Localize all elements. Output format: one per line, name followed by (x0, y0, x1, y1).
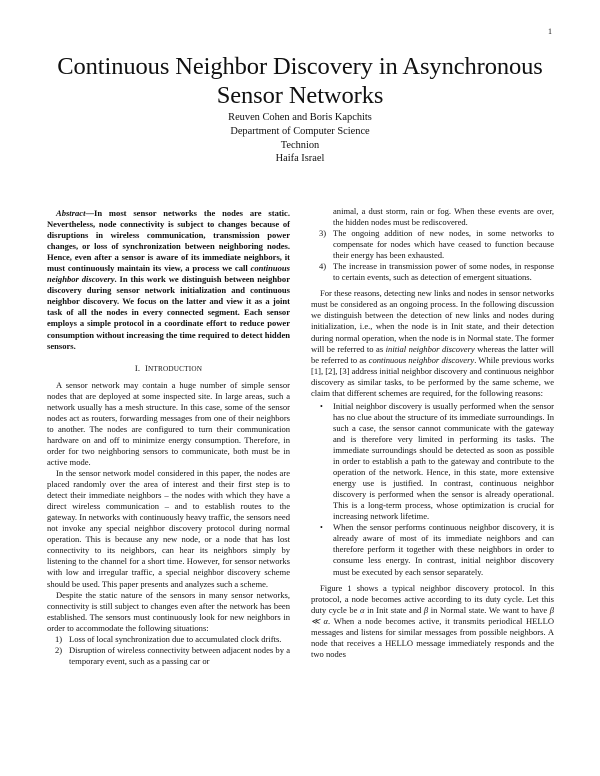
list-item (47, 645, 290, 667)
author-institution: Technion (280, 139, 320, 151)
section-title-rest: NTRODUCTION (148, 364, 203, 373)
intro-paragraph-3: Despite the static nature of the sensors in many sensor networks, connectivity is still subject to changes even after the network has been established. The sensors must continuously look for new neighbors in order to accommodate the following situations: (47, 589, 290, 633)
bullet-item (311, 401, 554, 523)
abstract (47, 208, 290, 352)
section-title-initial: I (144, 362, 149, 373)
section-heading-introduction (47, 363, 290, 375)
situations-list (47, 634, 290, 667)
paragraph-text: For these reasons, detecting new links and nodes in sensor networks must be considered as an ongoing process. In the following discussion we distinguish between the detection of new links and nodes during initialization, i.e., when the node is in Init state, and their detection during normal operation, when the node is in Normal state. The former will be referred to as (311, 288, 554, 354)
list-item-number: 3) (319, 228, 327, 239)
situations-list-continued (311, 228, 554, 283)
paragraph-text: . While previous works [1], [2], [3] address initial neighbor discovery and continuous neighbor discovery as similar tasks, to be performed by the same scheme, we claim that different schemes are required, for the following reasons: (311, 354, 554, 398)
right-column (311, 206, 554, 660)
symbol-alpha: α (360, 604, 365, 615)
list-item-text: The ongoing addition of new nodes, in some networks to compensate for nodes which have ceased to function because their energy has been exhausted. (333, 228, 554, 261)
abstract-dash: — (85, 208, 94, 218)
symbol-beta: β (423, 604, 429, 615)
bullet-icon: • (320, 523, 323, 533)
paragraph-text: in Init state and (364, 604, 424, 615)
author-department: Department of Computer Science (230, 125, 370, 137)
paragraph-text: Figure 1 shows a typical neighbor discovery protocol. In this protocol, a node becomes active according to its duty cycle. Let this duty cycle be (311, 582, 554, 615)
author-location: Haifa Israel (275, 153, 325, 165)
bullet-text: Initial neighbor discovery is usually performed when the sensor has no clue about the structure of its immediate surroundings. In such a case, the sensor cannot communicate with the gateway and is therefore very limited in performing its tasks. The immediate surroundings should be detected as soon as possible in order to establish a path to the gateway and contribute to the operation of the network. Hence, in this state, more extensive energy use is justified. In contrast, continuous neighbor discovery is performed when the sensor is already operational. This is a long-term process, whose optimization is crucial for increasing network lifetime. (333, 400, 554, 522)
term-initial-neighbor-discovery: initial neighbor discovery (385, 343, 475, 354)
bullet-icon: • (320, 401, 323, 411)
list-item-number: 4) (319, 261, 327, 272)
list-item-number: 1) (55, 633, 63, 644)
paragraph-text: in Normal state. We want to have (428, 604, 550, 615)
paragraph-text: whereas the latter will be referred to as (311, 343, 554, 365)
list-item-text: Disruption of wireless connectivity between adjacent nodes by a temporary event, such as a passing car or (69, 644, 290, 666)
reasons-list (311, 401, 554, 578)
paragraph-text: . When a node becomes active, it transmits periodical HELLO messages and listens for similar messages from possible neighbors. A node that receives a HELLO message immediately responds and the two nodes (311, 615, 554, 659)
section-number: I. (134, 362, 141, 373)
inequality: β ≪ α (311, 604, 554, 626)
body-paragraph-4 (311, 288, 554, 398)
author-block (100, 111, 500, 166)
author-names: Reuven Cohen and Boris Kapchits (228, 112, 372, 123)
left-column (47, 208, 290, 667)
intro-paragraph-1: A sensor network may contain a huge number of simple sensor nodes that are deployed at some inspected site. In large areas, such a network usually has a mesh structure. In this case, some of the sensor nodes act as routers, forwarding messages from one of their neighbors to another. The nodes are configured to turn their communication hardware on and off to minimize energy consumption. Therefore, in order for two neighboring sensors to communicate, both must be in active mode. (47, 379, 290, 467)
list-item-text: The increase in transmission power of some nodes, in response to certain events, such as detection of emergent situations. (333, 261, 554, 283)
list-item (311, 228, 554, 261)
abstract-text-2: . In this work we distinguish between neighbor discovery during sensor network initialization and continuous neighbor discovery. We focus on the latter and view it as a joint task of all the nodes in every connected segment. Each sensor employs a simple protocol in a coordinate effort to reduce power consumption without increasing the time required to detect hidden sensors. (47, 274, 290, 351)
bullet-text: When the sensor performs continuous neighbor discovery, it is already aware of most of its immediate neighbors and can therefore perform it together with these neighbors in order to consume less energy. In contrast, initial neighbor discovery must be executed by each sensor separately. (333, 522, 554, 577)
body-paragraph-5 (311, 583, 554, 660)
intro-paragraph-2: In the sensor network model considered in this paper, the nodes are placed randomly over the area of interest and their first step is to detect their immediate neighbors – the nodes with which they have a direct wireless communication – and to establish routes to the gateway. In networks with continuously heavy traffic, the sensors need not invoke any special neighbor discovery protocol during normal operation. This is because any new node, or a node that has lost connectivity to its neighbors, can hear its neighbors simply by listening to the channel for a short time. However, for sensor networks with low and irregular traffic, a special neighbor discovery scheme should be used. This paper presents and analyzes such a scheme. (47, 468, 290, 589)
paper-title: Continuous Neighbor Discovery in Asynchronous Sensor Networks (57, 53, 543, 109)
term-continuous-neighbor-discovery: continuous neighbor discovery (368, 354, 475, 365)
abstract-emphasis: continuous neighbor discovery (47, 263, 290, 285)
abstract-lead: Abstract (56, 208, 86, 218)
list-item-continuation: animal, a dust storm, rain or fog. When these events are over, the hidden nodes must be rediscovered. (333, 206, 554, 228)
page-number: 1 (548, 27, 552, 36)
bullet-item (311, 522, 554, 577)
list-item-text: Loss of local synchronization due to accumulated clock drifts. (69, 633, 282, 644)
abstract-text-1: In most sensor networks the nodes are static. Nevertheless, node connectivity is subject to changes because of disruptions in wireless communication, transmission power changes, or loss of synchronization between neighboring nodes. Hence, even after a sensor is aware of its immediate neighbors, it must continuously maintain its view, a process we call (47, 208, 290, 274)
list-item-number: 2) (55, 644, 63, 655)
list-item (47, 634, 290, 645)
list-item (311, 261, 554, 283)
